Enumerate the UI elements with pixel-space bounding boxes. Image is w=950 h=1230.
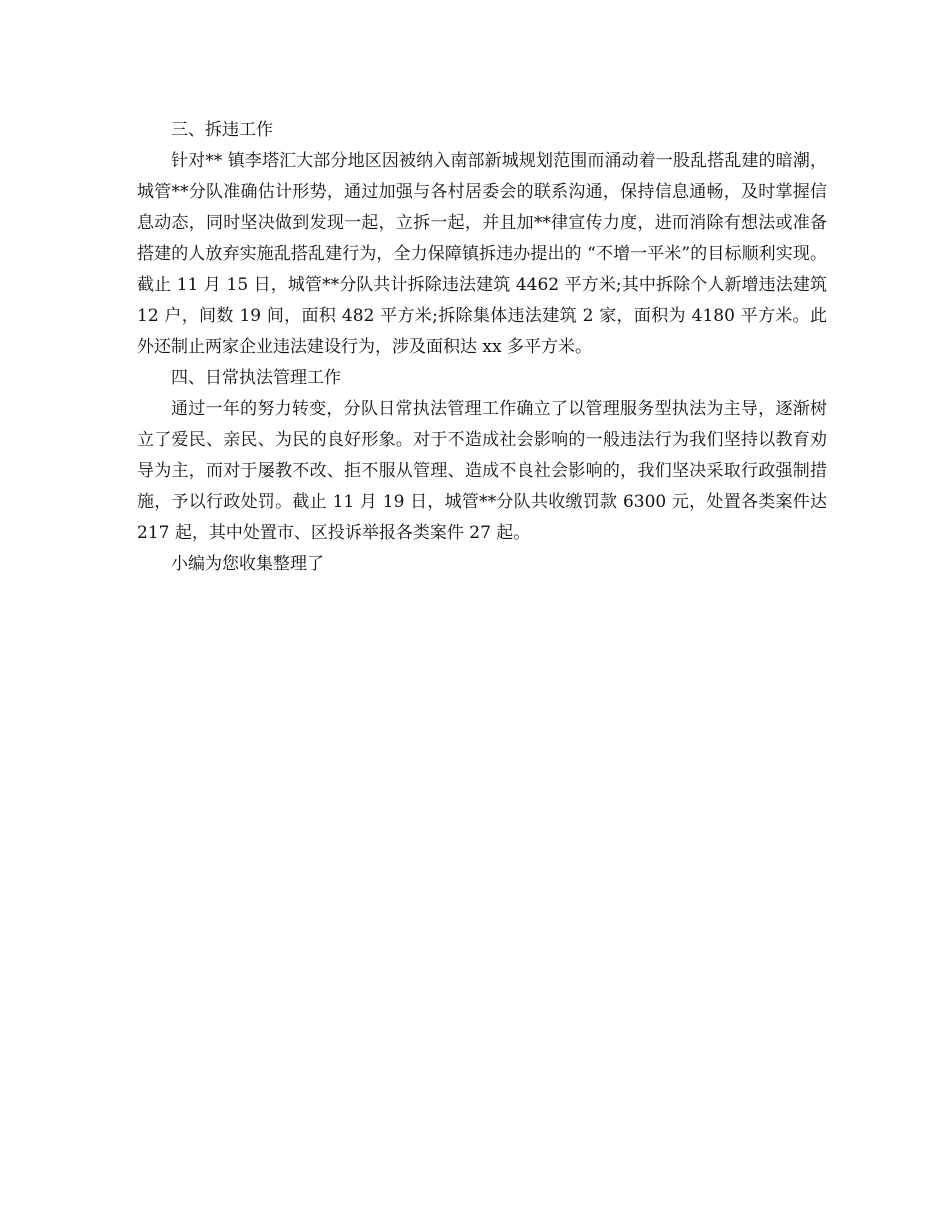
- paragraph-closing-note: 小编为您收集整理了: [171, 554, 324, 574]
- section-heading-daily-enforcement: 四、日常执法管理工作: [171, 368, 341, 388]
- paragraph-demolition-work: 针对** 镇李塔汇大部分地区因被纳入南部新城规划范围而涌动着一股乱搭乱建的暗潮，城管**分队准确估计形势，通过加强与各村居委会的联系沟通，保持信息通畅，及时掌握信息动态，同时坚决做到发现一起，立拆一起，并且加**律宣传力度，进而消除有想法或准备搭建的人放弃实施乱搭乱建行为，全力保障镇拆违办提出的 “不增一平米”的目标顺利实现。截止 11 月 15 日，城管**分队共计拆除违法建筑 4462 平方米;其中拆除个人新增违法建筑 12 户，间数 19 间，面积 482 平方米;拆除集体违法建筑 2 家，面积为 4180 平方米。此外还制止两家企业违法建设行为，涉及面积达 xx 多平方米。: [137, 151, 827, 357]
- section-heading-demolition: 三、拆违工作: [171, 120, 273, 140]
- document-body: [137, 115, 827, 580]
- paragraph-daily-enforcement: 通过一年的努力转变，分队日常执法管理工作确立了以管理服务型执法为主导，逐渐树立了爱民、亲民、为民的良好形象。对于不造成社会影响的一般违法行为我们坚持以教育劝导为主，而对于屡教不改、拒不服从管理、造成不良社会影响的，我们坚决采取行政强制措施，予以行政处罚。截止 11 月 19 日，城管**分队共收缴罚款 6300 元，处置各类案件达 217 起，其中处置市、区投诉举报各类案件 27 起。: [137, 399, 827, 543]
